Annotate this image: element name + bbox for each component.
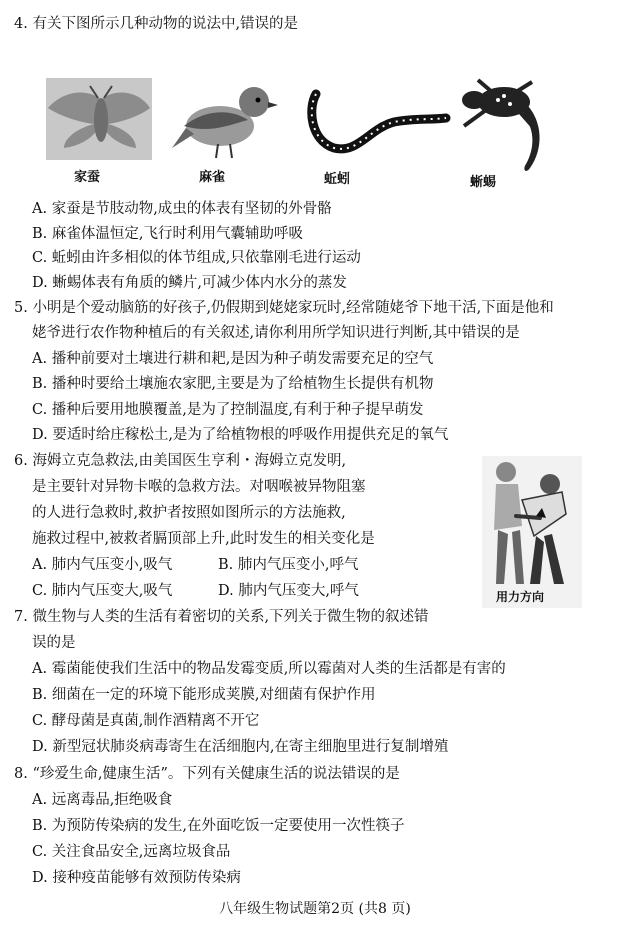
caption-earthworm: 蚯蚓 (324, 172, 351, 187)
silkworm-moth-image (46, 78, 152, 160)
q6-stem-line1: 6. 海姆立克急救法,由美国医生亨利・海姆立克发明, (14, 453, 347, 469)
figure-caption-force-direction: 用力方向 (496, 590, 545, 604)
q6-option-c: C. 肺内气压变大,吸气 (32, 583, 173, 599)
q5-stem-line1: 5. 小明是个爱动脑筋的好孩子,仍假期到姥姥家玩时,经常随姥爷下地干活,下面是他和 (14, 300, 554, 316)
q7-option-d: D. 新型冠状肺炎病毒寄生在活细胞内,在寄主细胞里进行复制增殖 (32, 739, 449, 755)
q8-option-c: C. 关注食品安全,远离垃圾食品 (32, 844, 231, 860)
lizard-image (462, 80, 540, 171)
heimlich-figure (482, 456, 582, 608)
q7-stem-line2: 误的是 (32, 635, 76, 651)
q6-stem-line3: 的人进行急救时,救护者按照如图所示的方法施救, (32, 505, 346, 521)
q4-option-a: A. 家蚕是节肢动物,成虫的体表有坚韧的外骨骼 (32, 201, 332, 217)
q7-stem-line1: 7. 微生物与人类的生活有着密切的关系,下列关于微生物的叙述错 (14, 609, 429, 625)
caption-lizard: 蜥蜴 (470, 175, 497, 190)
q6-stem-line4: 施救过程中,被救者膈顶部上升,此时发生的相关变化是 (32, 531, 375, 547)
sparrow-image (172, 87, 278, 158)
q5-stem-line2: 姥爷进行农作物种植后的有关叙述,请你利用所学知识进行判断,其中错误的是 (32, 325, 520, 341)
q4-stem: 4. 有关下图所示几种动物的说法中,错误的是 (14, 16, 299, 32)
q8-option-a: A. 远离毒品,拒绝吸食 (32, 792, 173, 808)
caption-silkworm: 家蚕 (74, 170, 101, 185)
q5-option-a: A. 播种前要对土壤进行耕和耙,是因为种子萌发需要充足的空气 (32, 351, 434, 367)
q7-option-a: A. 霉菌能使我们生活中的物品发霉变质,所以霉菌对人类的生活都是有害的 (32, 661, 506, 677)
q4-option-b: B. 麻雀体温恒定,飞行时利用气囊辅助呼吸 (32, 226, 303, 242)
q8-option-d: D. 接种疫苗能够有效预防传染病 (32, 870, 241, 886)
q8-stem: 8. “珍爱生命,健康生活”。下列有关健康生活的说法错误的是 (14, 766, 400, 782)
q5-option-c: C. 播种后要用地膜覆盖,是为了控制温度,有利于种子提早萌发 (32, 402, 424, 418)
q5-option-d: D. 要适时给庄稼松土,是为了给植物根的呼吸作用提供充足的氧气 (32, 427, 449, 443)
q6-option-b: B. 肺内气压变小,呼气 (218, 557, 359, 573)
q6-option-a: A. 肺内气压变小,吸气 (32, 557, 173, 573)
q5-option-b: B. 播种时要给土壤施农家肥,主要是为了给植物生长提供有机物 (32, 376, 434, 392)
page-footer: 八年级生物试题第2页 (共8 页) (219, 901, 411, 917)
q4-option-d: D. 蜥蜴体表有角质的鳞片,可减少体内水分的蒸发 (32, 275, 347, 291)
caption-sparrow: 麻雀 (199, 170, 226, 185)
earthworm-image (312, 94, 446, 149)
q7-option-b: B. 细菌在一定的环境下能形成荚膜,对细菌有保护作用 (32, 687, 376, 703)
q6-stem-line2: 是主要针对异物卡喉的急救方法。对咽喉被异物阻塞 (32, 479, 366, 495)
q8-option-b: B. 为预防传染病的发生,在外面吃饭一定要使用一次性筷子 (32, 818, 405, 834)
q4-option-c: C. 蚯蚓由许多相似的体节组成,只依靠刚毛进行运动 (32, 250, 361, 266)
q6-option-d: D. 肺内气压变大,呼气 (218, 583, 359, 599)
q7-option-c: C. 酵母菌是真菌,制作酒精离不开它 (32, 713, 260, 729)
